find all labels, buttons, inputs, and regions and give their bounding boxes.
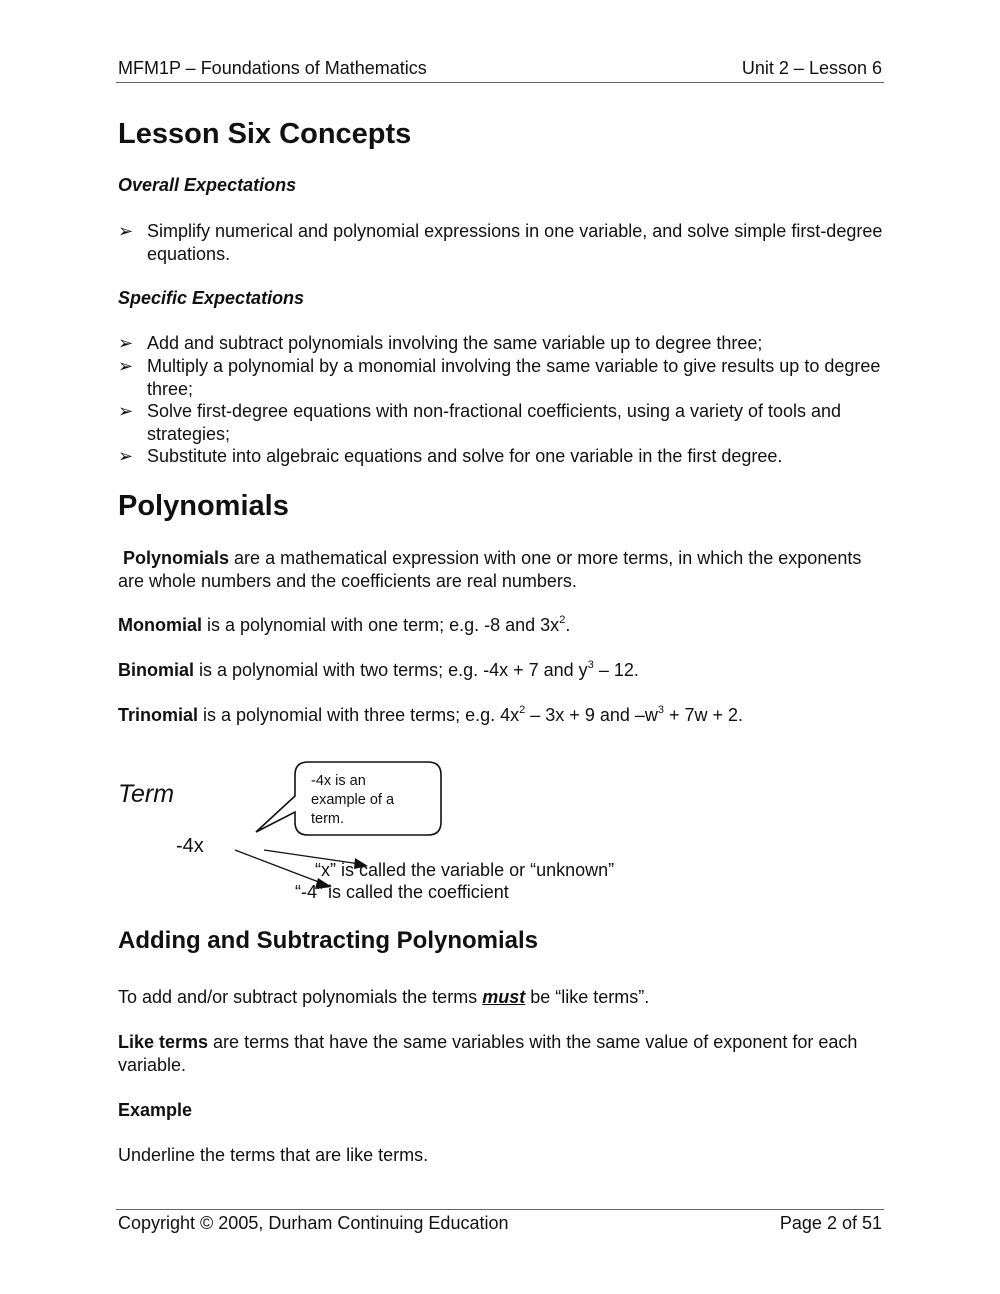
adding-heading: Adding and Subtracting Polynomials bbox=[118, 927, 539, 954]
term-example: -4x bbox=[176, 835, 204, 857]
footer-copyright: Copyright © 2005, Durham Continuing Education bbox=[118, 1213, 509, 1233]
bullet-arrow-icon: ➢ bbox=[118, 333, 134, 353]
header-course: MFM1P – Foundations of Mathematics bbox=[118, 58, 427, 78]
adding-rule: To add and/or subtract polynomials the terms must be “like terms”. bbox=[118, 987, 650, 1007]
bullet-arrow-icon: ➢ bbox=[118, 356, 134, 376]
specific-item: ➢ Multiply a polynomial by a monomial involving the same variable to give results up to degree three; bbox=[118, 356, 881, 399]
coefficient-arrow bbox=[235, 850, 324, 884]
trinomial-definition: Trinomial is a polynomial with three terms; e.g. $4x^2 - 3x + 9$ and $-w^3 + 7w + 2$. bbox=[118, 704, 744, 725]
polynomials-heading: Polynomials bbox=[118, 490, 289, 522]
footer-page-number: Page 2 of 51 bbox=[779, 1213, 882, 1233]
bullet-arrow-icon: ➢ bbox=[118, 221, 134, 241]
monomial-definition: Monomial is a polynomial with one term; e.g. -8 and $3x^2$. bbox=[118, 614, 571, 635]
specific-item: ➢ Solve first-degree equations with non-fractional coefficients, using a variety of tools and strategies; bbox=[118, 401, 842, 444]
term-label: Term bbox=[118, 780, 175, 808]
like-terms-definition: Like terms are terms that have the same variables with the same value of exponent for each variable. bbox=[118, 1032, 858, 1075]
example-instruction: Underline the terms that are like terms. bbox=[118, 1145, 429, 1165]
specific-item: ➢ Substitute into algebraic equations and solve for one variable in the first degree. bbox=[118, 446, 783, 466]
example-heading: Example bbox=[118, 1100, 193, 1120]
variable-note: “x” is called the variable or “unknown” bbox=[315, 860, 615, 880]
polynomials-intro: Polynomials are a mathematical expression with one or more terms, in which the exponents are whole numbers and the coefficients are real numbers. bbox=[118, 548, 862, 591]
bullet-arrow-icon: ➢ bbox=[118, 401, 134, 421]
binomial-definition: Binomial is a polynomial with two terms; e.g. -4x + 7 and $y^3 - 12$. bbox=[118, 659, 639, 680]
coefficient-note: “-4” is called the coefficient bbox=[295, 882, 509, 902]
callout-text: -4x is an example of a term. bbox=[311, 773, 395, 827]
header-unit: Unit 2 – Lesson 6 bbox=[741, 58, 882, 78]
overall-item: ➢ Simplify numerical and polynomial expressions in one variable, and solve simple first-degree equations. bbox=[118, 221, 883, 264]
specific-item: ➢ Add and subtract polynomials involving the same variable up to degree three; bbox=[118, 333, 763, 353]
footer-rule bbox=[116, 1209, 884, 1210]
page-title: Lesson Six Concepts bbox=[118, 118, 412, 150]
bullet-arrow-icon: ➢ bbox=[118, 446, 134, 466]
overall-heading: Overall Expectations bbox=[118, 175, 297, 195]
specific-heading: Specific Expectations bbox=[118, 288, 305, 308]
